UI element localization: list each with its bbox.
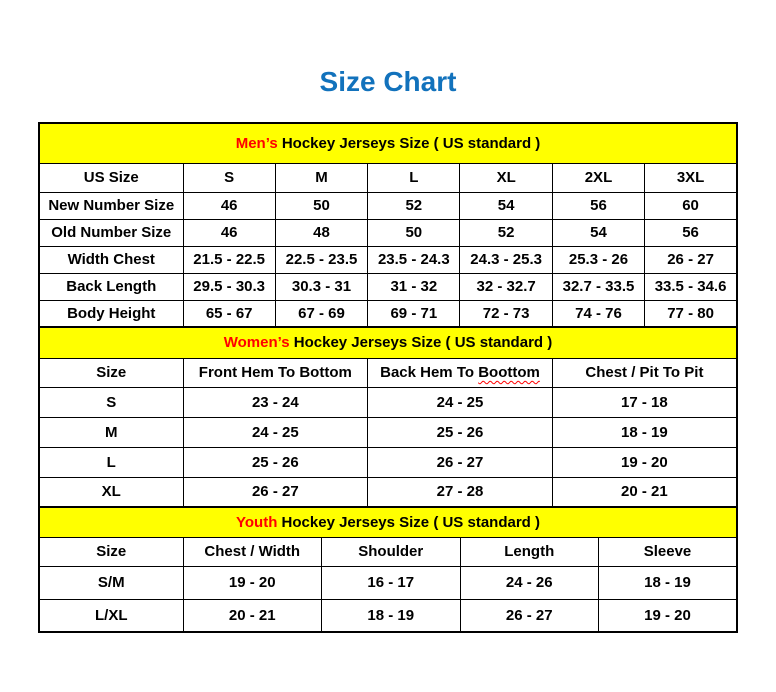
column-header: 2XL [552,163,644,192]
column-header: S [183,163,275,192]
column-header: Shoulder [322,537,461,566]
table-row [39,417,737,447]
row-label: S [39,387,183,417]
column-header: Chest / Pit To Pit [552,358,737,387]
column-header [368,358,553,387]
size-value-cell: 74 - 76 [552,300,644,327]
size-value-cell: 25 - 26 [368,417,553,447]
row-label: Width Chest [39,246,183,273]
banner-highlight: Youth [236,513,278,531]
size-value-cell: 26 - 27 [368,447,553,477]
size-value-cell: 19 - 20 [599,599,738,632]
size-value-cell: 29.5 - 30.3 [183,273,275,300]
size-value-cell: 24 - 26 [460,566,599,599]
column-header-text: Back Hem To [380,364,479,381]
womens-size-table [38,326,738,508]
column-header: Size [39,358,183,387]
size-value-cell: 30.3 - 31 [275,273,367,300]
size-value-cell: 56 [552,192,644,219]
size-value-cell: 19 - 20 [552,447,737,477]
size-value-cell: 25 - 26 [183,447,368,477]
size-value-cell: 67 - 69 [275,300,367,327]
column-header: M [275,163,367,192]
size-value-cell: 50 [275,192,367,219]
table-row [39,537,737,566]
misspelled-word: Boottom [478,364,540,381]
column-header: XL [460,163,552,192]
size-value-cell: 54 [552,219,644,246]
size-value-cell: 24 - 25 [183,417,368,447]
size-value-cell: 23 - 24 [183,387,368,417]
size-value-cell: 27 - 28 [368,477,553,507]
banner-text: Hockey Jerseys Size ( US standard ) [289,334,553,352]
table-row [39,327,737,358]
size-value-cell: 20 - 21 [183,599,322,632]
column-header: US Size [39,163,183,192]
column-header: Length [460,537,599,566]
mens-size-table [38,122,738,328]
size-value-cell: 18 - 19 [599,566,738,599]
size-value-cell: 32 - 32.7 [460,273,552,300]
table-row [39,300,737,327]
size-value-cell: 46 [183,219,275,246]
banner-highlight: Women’s [223,334,290,352]
page-title: Size Chart [319,66,457,97]
size-value-cell: 21.5 - 22.5 [183,246,275,273]
row-label: L/XL [39,599,183,632]
banner-highlight: Men’s [235,134,278,152]
table-row [39,477,737,507]
table-row [39,566,737,599]
row-label: Body Height [39,300,183,327]
row-label: M [39,417,183,447]
table-row [39,192,737,219]
size-value-cell: 18 - 19 [552,417,737,447]
size-value-cell: 48 [275,219,367,246]
size-value-cell: 17 - 18 [552,387,737,417]
row-label: XL [39,477,183,507]
size-value-cell: 52 [368,192,460,219]
youth-table-banner [39,507,737,537]
size-value-cell: 31 - 32 [368,273,460,300]
size-value-cell: 23.5 - 24.3 [368,246,460,273]
table-row [39,273,737,300]
size-value-cell: 52 [460,219,552,246]
size-value-cell: 26 - 27 [645,246,737,273]
table-row [39,387,737,417]
size-value-cell: 77 - 80 [645,300,737,327]
size-value-cell: 69 - 71 [368,300,460,327]
row-label: Old Number Size [39,219,183,246]
banner-text: Hockey Jerseys Size ( US standard ) [277,513,540,531]
banner-text: Hockey Jerseys Size ( US standard ) [277,134,541,152]
size-value-cell: 32.7 - 33.5 [552,273,644,300]
size-chart-container [38,122,738,633]
column-header: Sleeve [599,537,738,566]
row-label: S/M [39,566,183,599]
column-header: Front Hem To Bottom [183,358,368,387]
row-label: New Number Size [39,192,183,219]
table-row [39,123,737,163]
table-row [39,599,737,632]
table-row [39,507,737,537]
mens-table-banner [39,123,737,163]
size-value-cell: 19 - 20 [183,566,322,599]
size-value-cell: 20 - 21 [552,477,737,507]
table-row [39,447,737,477]
size-value-cell: 65 - 67 [183,300,275,327]
womens-table-banner [39,327,737,358]
table-row [39,246,737,273]
size-value-cell: 54 [460,192,552,219]
table-row [39,358,737,387]
youth-size-table [38,506,738,633]
table-row [39,219,737,246]
size-value-cell: 46 [183,192,275,219]
size-value-cell: 50 [368,219,460,246]
size-value-cell: 33.5 - 34.6 [645,273,737,300]
row-label: L [39,447,183,477]
size-value-cell: 24 - 25 [368,387,553,417]
column-header: 3XL [645,163,737,192]
row-label: Back Length [39,273,183,300]
size-value-cell: 25.3 - 26 [552,246,644,273]
size-value-cell: 60 [645,192,737,219]
size-value-cell: 18 - 19 [322,599,461,632]
size-value-cell: 72 - 73 [460,300,552,327]
column-header: L [368,163,460,192]
size-value-cell: 16 - 17 [322,566,461,599]
size-value-cell: 24.3 - 25.3 [460,246,552,273]
table-row [39,163,737,192]
size-value-cell: 26 - 27 [183,477,368,507]
column-header: Chest / Width [183,537,322,566]
column-header: Size [39,537,183,566]
size-value-cell: 22.5 - 23.5 [275,246,367,273]
size-value-cell: 56 [645,219,737,246]
size-value-cell: 26 - 27 [460,599,599,632]
